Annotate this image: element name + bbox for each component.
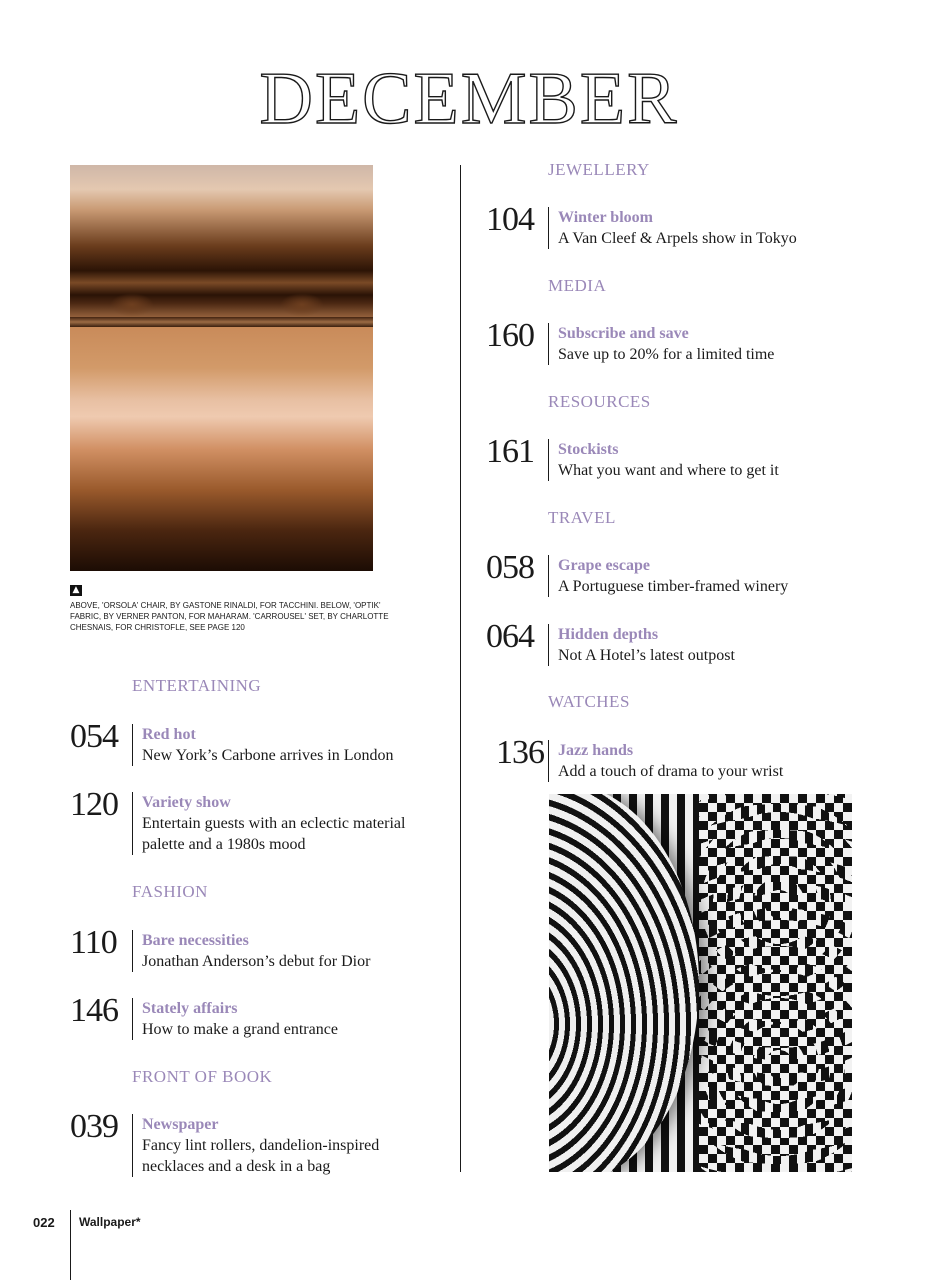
page-number: 058: [486, 549, 534, 586]
entry-description: Not A Hotel’s latest outpost: [558, 647, 735, 664]
entry-body: [132, 724, 462, 766]
section-heading-front-of-book: FRONT OF BOOK: [132, 1067, 273, 1086]
entry-title: Grape escape: [558, 557, 650, 574]
page-number: 136: [496, 734, 544, 771]
entry-title: Stately affairs: [142, 1000, 238, 1017]
column-divider: [460, 165, 461, 1172]
entry-body: [548, 740, 858, 782]
entry-body: [132, 930, 442, 972]
entry-description: Jonathan Anderson’s debut for Dior: [142, 953, 371, 970]
entry-title: Hidden depths: [558, 626, 659, 643]
section-heading-fashion: FASHION: [132, 882, 208, 901]
entry-body: [548, 555, 858, 597]
entry-title: Subscribe and save: [558, 325, 689, 342]
page-number: 160: [486, 317, 534, 354]
section-heading-jewellery: JEWELLERY: [548, 160, 650, 179]
entry-description: Fancy lint rollers, dandelion-inspired necklaces and a desk in a bag: [142, 1137, 380, 1175]
entry-body: [132, 998, 442, 1040]
tuft-detail: [110, 293, 154, 317]
entry-body: [132, 792, 412, 855]
arrow-up-icon: ▲: [70, 585, 82, 596]
photo-caption: ABOVE, 'ORSOLA' CHAIR, BY GASTONE RINALDI, FOR TACCHINI. BELOW, 'OPTIK' FABRIC, BY VERNER PANTON, FOR MAHARAM. 'CARROUSEL' SET, BY CHARLOTTE CHESNAIS, FOR CHRISTOFLE, SEE PAGE 120: [70, 601, 389, 632]
page-number: 054: [70, 718, 118, 755]
entry-title: Bare necessities: [142, 932, 249, 949]
entry-title: Stockists: [558, 441, 619, 458]
entry-description: A Van Cleef & Arpels show in Tokyo: [558, 230, 797, 247]
entry-title: Jazz hands: [558, 742, 634, 759]
page-number: 064: [486, 618, 534, 655]
entry-body: [548, 624, 858, 666]
entry-description: What you want and where to get it: [558, 462, 779, 479]
entry-description: Entertain guests with an eclectic material palette and a 1980s mood: [142, 815, 406, 853]
tuft-detail: [280, 293, 324, 317]
orsola-chair-photo: [70, 165, 373, 571]
page-number: 110: [70, 924, 117, 961]
section-heading-entertaining: ENTERTAINING: [132, 676, 262, 695]
footer-divider: [70, 1210, 71, 1280]
entry-title: Red hot: [142, 726, 196, 743]
entry-body: [548, 323, 858, 365]
entry-title: Newspaper: [142, 1116, 219, 1133]
checker-pattern: [699, 794, 852, 1172]
page-number: 104: [486, 201, 534, 238]
entry-description: New York’s Carbone arrives in London: [142, 747, 394, 764]
section-heading-resources: RESOURCES: [548, 392, 651, 411]
page-number: 161: [486, 433, 534, 470]
section-heading-watches: WATCHES: [548, 692, 630, 711]
section-heading-media: MEDIA: [548, 276, 607, 295]
entry-title: Variety show: [142, 794, 231, 811]
entry-description: A Portuguese timber-framed winery: [558, 578, 789, 595]
entry-title: Winter bloom: [558, 209, 653, 226]
page-number: 146: [70, 992, 118, 1029]
cushion-seam: [70, 317, 373, 327]
page-title: DECEMBER: [259, 58, 679, 140]
reflective-sphere: [549, 794, 699, 1172]
entry-description: Save up to 20% for a limited time: [558, 346, 775, 363]
entry-description: How to make a grand entrance: [142, 1021, 338, 1038]
brand-logo: Wallpaper*: [79, 1215, 141, 1229]
folio-page-number: 022: [33, 1215, 55, 1230]
entry-description: Add a touch of drama to your wrist: [558, 763, 784, 780]
entry-body: [548, 439, 858, 481]
section-heading-travel: TRAVEL: [548, 508, 616, 527]
optik-fabric-photo: [549, 794, 852, 1172]
page-number: 039: [70, 1108, 118, 1145]
page-number: 120: [70, 786, 118, 823]
entry-body: [548, 207, 858, 249]
entry-body: [132, 1114, 432, 1177]
